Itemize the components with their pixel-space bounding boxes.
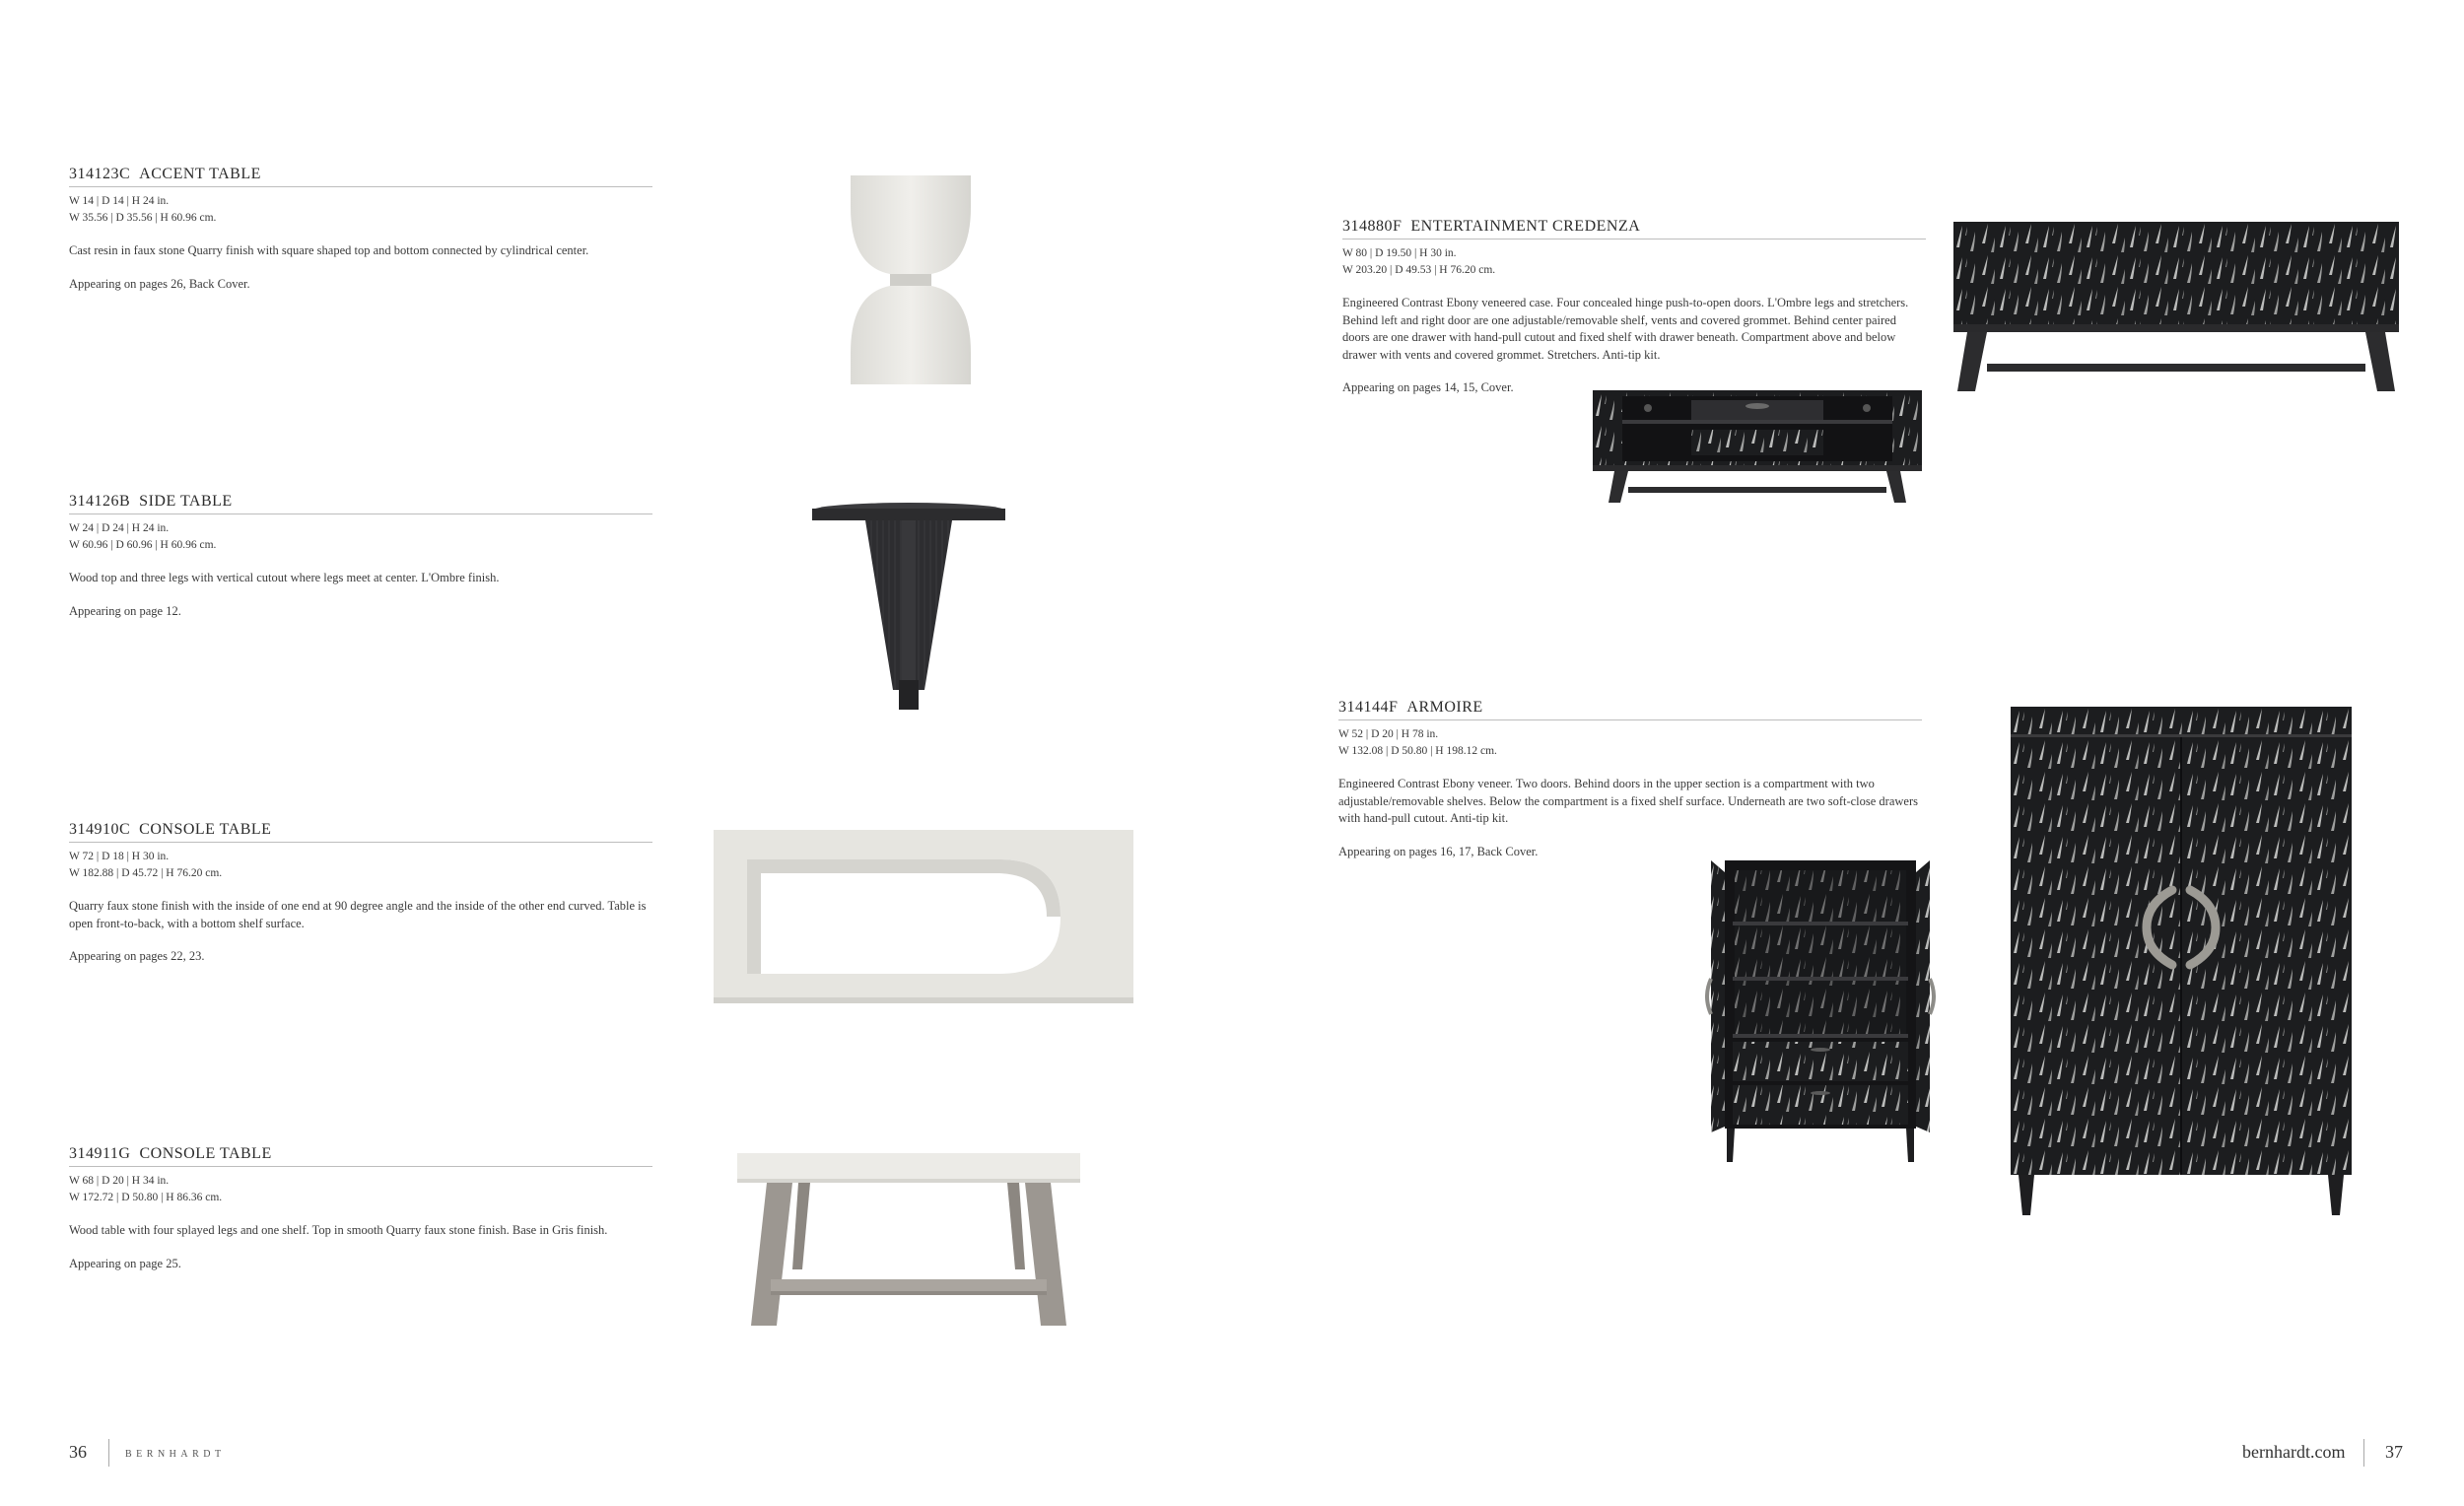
product-name: CONSOLE TABLE xyxy=(139,821,272,838)
armoire-open-image xyxy=(1705,860,1936,1162)
armoire-closed-image xyxy=(2011,707,2352,1215)
product-entry-accent-table xyxy=(69,166,652,293)
console-table-gris-image xyxy=(737,1153,1080,1326)
product-code: 314911G xyxy=(69,1145,131,1162)
product-dimensions xyxy=(69,520,652,554)
product-heading xyxy=(69,493,652,514)
product-description: Engineered Contrast Ebony veneer. Two doors. Behind doors in the upper section is a compartment with two adjustable/removable shelves. Below the compartment is a fixed shelf surface. Underneath are two soft-close drawers with hand-pull cutout. Anti-tip kit. xyxy=(1338,777,1918,825)
product-description: Quarry faux stone finish with the inside of one end at 90 degree angle and the inside of the other end curved. Table is open front-to-back, with a bottom shelf surface. xyxy=(69,899,647,930)
product-description: Engineered Contrast Ebony veneered case. Four concealed hinge push-to-open doors. L'Ombre legs and stretchers. Behind left and right door are one adjustable/removable shelf, vents and covered grommet. Behind center paired doors are one drawer with hand-pull cutout and fixed shelf with drawer beneath. Compartment above and below drawer with vents and covered grommet. Stretchers. Anti-tip kit. xyxy=(1342,296,1909,362)
product-entry-entertainment-credenza xyxy=(1342,218,1926,396)
product-name: ENTERTAINMENT CREDENZA xyxy=(1410,218,1641,235)
product-dimensions xyxy=(69,193,652,227)
left-page-number: 36 xyxy=(69,1442,87,1462)
product-code: 314123C xyxy=(69,166,131,182)
footer-divider-right xyxy=(2363,1439,2364,1467)
dims-imperial: W 68 | D 20 | H 34 in. xyxy=(69,1175,170,1187)
dims-imperial: W 14 | D 14 | H 24 in. xyxy=(69,195,170,207)
website-link[interactable]: bernhardt.com xyxy=(2242,1442,2346,1462)
side-table-image xyxy=(810,503,1007,712)
dims-imperial: W 24 | D 24 | H 24 in. xyxy=(69,522,170,534)
product-name: CONSOLE TABLE xyxy=(139,1145,272,1162)
product-description: Wood table with four splayed legs and one shelf. Top in smooth Quarry faux stone finish. Base in Gris finish. xyxy=(69,1223,608,1237)
dims-metric: W 35.56 | D 35.56 | H 60.96 cm. xyxy=(69,212,217,224)
product-entry-armoire xyxy=(1338,699,1922,860)
product-dimensions xyxy=(1338,726,1922,760)
product-name: SIDE TABLE xyxy=(139,493,233,510)
product-appearing: Appearing on pages 26, Back Cover. xyxy=(69,276,250,291)
product-heading xyxy=(69,166,652,187)
product-heading xyxy=(69,821,652,843)
console-table-stone-image xyxy=(714,830,1133,1003)
product-dimensions xyxy=(69,849,652,882)
brand-wordmark: BERNHARDT xyxy=(125,1449,226,1460)
dims-metric: W 203.20 | D 49.53 | H 76.20 cm. xyxy=(1342,264,1496,276)
dims-imperial: W 52 | D 20 | H 78 in. xyxy=(1338,728,1439,740)
product-code: 314144F xyxy=(1338,699,1399,716)
product-entry-side-table xyxy=(69,493,652,620)
product-appearing: Appearing on page 25. xyxy=(69,1256,181,1270)
dims-imperial: W 80 | D 19.50 | H 30 in. xyxy=(1342,247,1457,259)
dims-metric: W 172.72 | D 50.80 | H 86.36 cm. xyxy=(69,1192,223,1203)
footer-divider-left xyxy=(108,1439,109,1467)
product-description: Wood top and three legs with vertical cutout where legs meet at center. L'Ombre finish. xyxy=(69,571,500,584)
product-code: 314126B xyxy=(69,493,131,510)
dims-metric: W 182.88 | D 45.72 | H 76.20 cm. xyxy=(69,867,223,879)
accent-table-image xyxy=(847,175,975,384)
dims-imperial: W 72 | D 18 | H 30 in. xyxy=(69,851,170,862)
product-heading xyxy=(1342,218,1926,240)
right-page-number: 37 xyxy=(2385,1442,2403,1462)
product-description: Cast resin in faux stone Quarry finish with square shaped top and bottom connected by cylindrical center. xyxy=(69,243,589,257)
product-dimensions xyxy=(1342,245,1926,279)
product-entry-console-table-c xyxy=(69,821,652,965)
product-name: ACCENT TABLE xyxy=(139,166,261,182)
dims-metric: W 132.08 | D 50.80 | H 198.12 cm. xyxy=(1338,745,1497,757)
product-dimensions xyxy=(69,1173,652,1206)
product-entry-console-table-g xyxy=(69,1145,652,1272)
product-code: 314880F xyxy=(1342,218,1403,235)
product-heading xyxy=(1338,699,1922,720)
product-name: ARMOIRE xyxy=(1406,699,1483,716)
product-appearing: Appearing on pages 16, 17, Back Cover. xyxy=(1338,844,1539,858)
credenza-open-image xyxy=(1593,390,1922,503)
credenza-closed-image xyxy=(1953,222,2399,391)
product-heading xyxy=(69,1145,652,1167)
product-appearing: Appearing on pages 14, 15, Cover. xyxy=(1342,380,1514,394)
product-appearing: Appearing on page 12. xyxy=(69,603,181,618)
product-code: 314910C xyxy=(69,821,131,838)
dims-metric: W 60.96 | D 60.96 | H 60.96 cm. xyxy=(69,539,217,551)
product-appearing: Appearing on pages 22, 23. xyxy=(69,949,205,963)
